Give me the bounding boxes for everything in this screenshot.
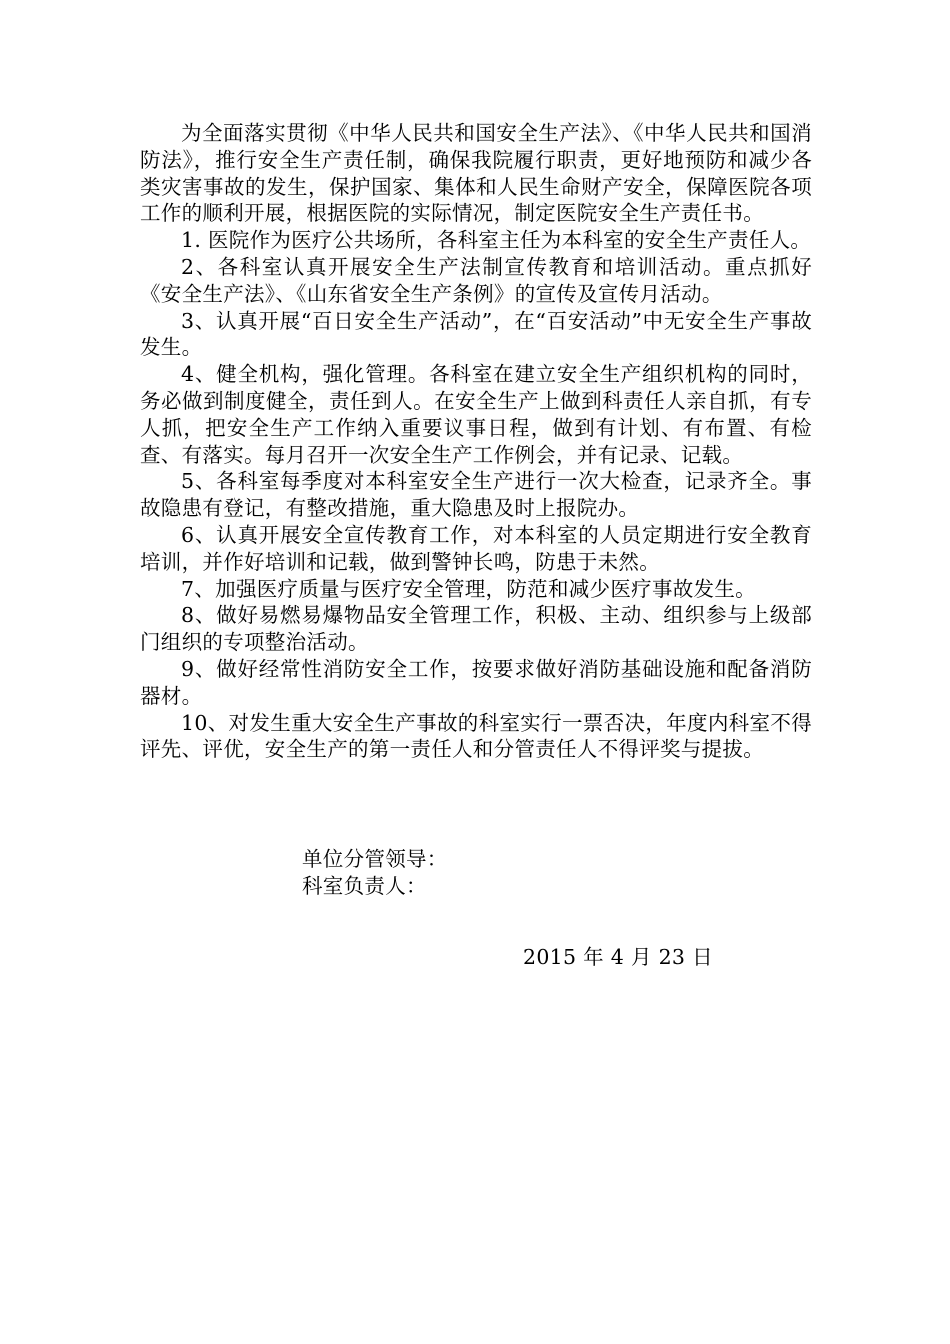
- paragraph-item-8: 8、做好易燃易爆物品安全管理工作，积极、主动、组织参与上级部门组织的专项整治活动。: [140, 603, 812, 655]
- leader-signature-label: 单位分管领导：: [302, 847, 448, 871]
- signature-block: [302, 846, 702, 900]
- paragraph-intro: 为全面落实贯彻《中华人民共和国安全生产法》、《中华人民共和国消防法》，推行安全生产责任制，确保我院履行职责，更好地预防和减少各类灾害事故的发生，保护国家、集体和人民生命财产安全，保障医院各项工作的顺利开展，根据医院的实际情况，制定医院安全生产责任书。: [140, 121, 812, 226]
- paragraph-item-6: 6、认真开展安全宣传教育工作，对本科室的人员定期进行安全教育培训，并作好培训和记载，做到警钟长鸣，防患于未然。: [140, 522, 812, 574]
- paragraph-item-7: 7、加强医疗质量与医疗安全管理，防范和减少医疗事故发生。: [181, 576, 756, 601]
- paragraph-item-1: 1. 医院作为医疗公共场所，各科室主任为本科室的安全生产责任人。: [181, 228, 812, 253]
- dept-head-signature-label: 科室负责人：: [302, 873, 427, 898]
- paragraph-item-9: 9、做好经常性消防安全工作，按要求做好消防基础设施和配备消防器材。: [140, 656, 812, 708]
- document-date: 2015 年 4 月 23 日: [523, 945, 713, 969]
- paragraph-item-5: 5、各科室每季度对本科室安全生产进行一次大检查，记录齐全。事故隐患有登记，有整改措施，重大隐患及时上报院办。: [140, 469, 812, 521]
- paragraph-item-4: 4、健全机构，强化管理。各科室在建立安全生产组织机构的同时，务必做到制度健全，责任到人。在安全生产上做到科责任人亲自抓，有专人抓，把安全生产工作纳入重要议事日程，做到有计划、有布置、有检查、有落实。每月召开一次安全生产工作例会，并有记录、记载。: [140, 362, 812, 467]
- paragraph-item-2: 2、各科室认真开展安全生产法制宣传教育和培训活动。重点抓好《安全生产法》、《山东省安全生产条例》的宣传及宣传月活动。: [140, 254, 812, 306]
- paragraph-item-3: 3、认真开展“百日安全生产活动”，在“百安活动”中无安全生产事故发生。: [140, 308, 812, 360]
- body-text: [140, 120, 812, 763]
- paragraph-item-10: 10、对发生重大安全生产事故的科室实行一票否决，年度内科室不得评先、评优，安全生产的第一责任人和分管责任人不得评奖与提拔。: [140, 710, 812, 762]
